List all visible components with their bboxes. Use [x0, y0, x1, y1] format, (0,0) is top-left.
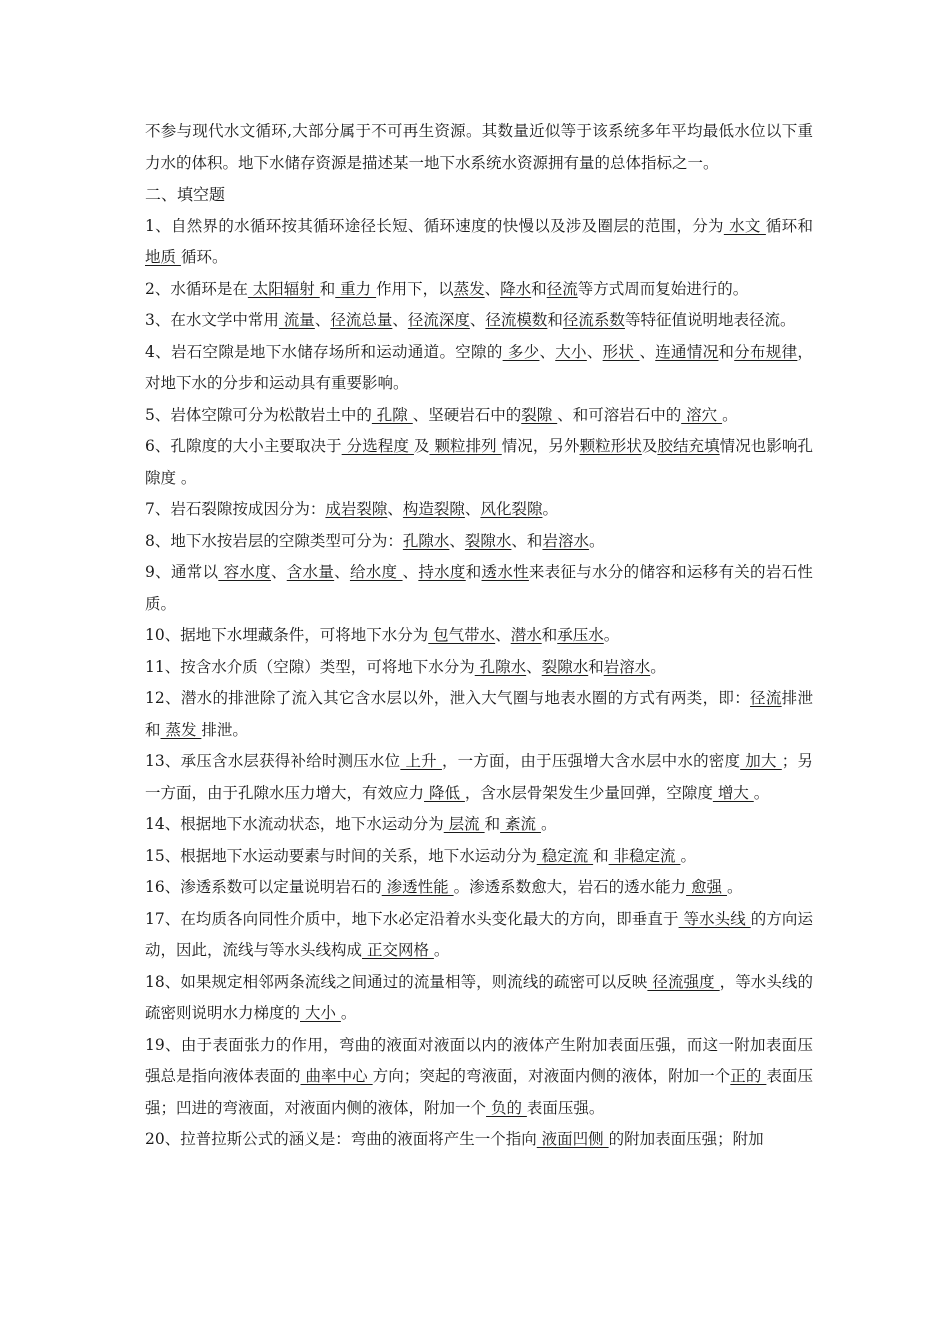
answer-blank: 径流深度 — [407, 311, 470, 329]
answer-blank: 成岩裂隙 — [325, 500, 388, 518]
text-run: 、 — [495, 626, 511, 644]
text-run: 和 — [319, 279, 336, 298]
answer-blank: 正的 — [730, 1067, 767, 1085]
question-19 — [145, 1030, 813, 1125]
text-run: 15、根据地下水运动要素与时间的关系，地下水运动分为 — [145, 846, 537, 865]
text-run: 5、岩体空隙可分为松散岩土中的 — [145, 405, 372, 424]
text-run: 作用下，以 — [376, 279, 454, 298]
answer-blank: 蒸发 — [453, 279, 485, 298]
answer-blank: 非稳定流 — [608, 846, 681, 865]
answer-blank: 构造裂隙 — [402, 500, 465, 518]
question-5 — [145, 400, 813, 432]
text-run: 14、根据地下水流动状态，地下水运动分为 — [145, 815, 444, 833]
text-run: 、 — [539, 342, 556, 361]
text-run: 7、岩石裂隙按成因分为： — [145, 500, 326, 518]
answer-blank: 岩溶水 — [603, 657, 651, 676]
text-run: 方向；突起的弯液面，对液面内侧的液体，附加一个 — [372, 1067, 731, 1085]
answer-blank: 透水性 — [481, 563, 529, 581]
text-run: 和 — [718, 342, 735, 361]
answer-blank: 紊流 — [500, 815, 541, 833]
question-17 — [145, 904, 813, 967]
text-run: 。 — [433, 941, 450, 959]
text-run: 及 — [413, 437, 430, 455]
text-run: 、 — [270, 563, 287, 581]
answer-blank: 降低 — [424, 783, 465, 802]
text-run: 和 — [547, 311, 563, 329]
text-run: 和 — [593, 846, 609, 865]
text-run: 、 — [469, 311, 486, 329]
answer-blank: 形状 — [602, 342, 640, 361]
text-run: 8、地下水按岩层的空隙类型可分为： — [145, 531, 403, 550]
text-run: 循环和 — [765, 216, 813, 235]
text-run: 的附加表面压强；附加 — [608, 1130, 764, 1148]
answer-blank: 径流总量 — [330, 311, 393, 329]
question-9 — [145, 557, 813, 620]
text-run: 情况，另外 — [501, 437, 580, 455]
text-run: 、 — [449, 531, 465, 550]
answer-blank: 潜水 — [510, 626, 542, 644]
question-3 — [145, 305, 813, 337]
answer-blank: 大小 — [300, 1004, 341, 1022]
answer-blank: 岩溶水 — [542, 531, 589, 550]
text-run: 。 — [680, 846, 696, 865]
question-11 — [145, 652, 813, 684]
answer-blank: 含水量 — [286, 563, 335, 581]
answer-blank: 容水度 — [218, 563, 271, 581]
question-6 — [145, 431, 813, 494]
text-run: 、 — [387, 500, 403, 518]
answer-blank: 流量 — [278, 311, 315, 329]
text-run: 。 — [650, 657, 666, 676]
answer-blank: 径流 — [750, 689, 782, 707]
answer-blank: 孔隙 — [371, 405, 413, 424]
question-15 — [145, 841, 813, 873]
answer-blank: 等水头线 — [678, 909, 751, 928]
intro-paragraph — [145, 116, 813, 179]
text-run: 、 — [402, 563, 419, 581]
text-run: 9、通常以 — [145, 563, 219, 581]
text-run: 、 — [639, 342, 656, 361]
question-4 — [145, 337, 813, 400]
answer-blank: 给水度 — [349, 563, 403, 581]
question-7 — [145, 494, 813, 526]
text-run: 16、渗透系数可以定量说明岩石的 — [145, 878, 382, 896]
question-20 — [145, 1124, 813, 1156]
question-14 — [145, 809, 813, 841]
answer-blank: 径流模数 — [485, 311, 548, 329]
text-run: 6、孔隙度的大小主要取决于 — [145, 437, 342, 455]
answer-blank: 承压水 — [557, 626, 604, 644]
answer-blank: 层流 — [443, 815, 485, 833]
text-run: ，含水层骨架发生少量回弹，空隙度 — [464, 783, 713, 802]
answer-blank: 降水 — [500, 279, 532, 298]
text-run: 、 — [314, 311, 331, 329]
text-run: 。 — [753, 783, 770, 802]
answer-blank: 包气带水 — [428, 626, 496, 644]
text-run: 。 — [588, 531, 605, 550]
text-run: 、坚硬岩石中的 — [412, 405, 522, 424]
answer-blank: 液面凹侧 — [536, 1130, 609, 1148]
answer-blank: 风化裂隙 — [480, 500, 543, 518]
text-run: ，对地下水的分步和运动具有重要影响。 — [145, 342, 813, 392]
text-run: 及 — [641, 437, 658, 455]
answer-blank: 重力 — [335, 279, 377, 298]
text-run: 、 — [526, 657, 542, 676]
text-run: ，一方面，由于压强增大含水层中水的密度 — [441, 752, 741, 770]
question-18 — [145, 967, 813, 1030]
text-run: 。 — [722, 405, 738, 424]
question-8 — [145, 526, 813, 558]
question-1 — [145, 211, 813, 274]
text-run: 、和可溶岩石中的 — [557, 405, 682, 424]
text-run: 。 — [542, 500, 558, 518]
text-run: 1、自然界的水循环按其循环途径长短、循环速度的快慢以及涉及圈层的范围，分为 — [145, 216, 724, 235]
answer-blank: 增大 — [712, 783, 754, 802]
answer-blank: 大小 — [555, 342, 587, 361]
text-run: 、 — [334, 563, 350, 581]
text-run: 、 — [484, 279, 501, 298]
text-run: 4、岩石空隙是地下水储存场所和运动通道。空隙的 — [145, 342, 503, 361]
answer-blank: 水文 — [723, 216, 766, 235]
text-run: 表面压强；凹进的弯液面，对液面内侧的液体，附加一个 — [145, 1067, 813, 1117]
question-10 — [145, 620, 813, 652]
text-run: 、和 — [511, 531, 543, 550]
text-run: 、 — [464, 500, 481, 518]
text-run: 循环。 — [180, 248, 228, 266]
text-run: 排泄。 — [201, 720, 248, 739]
text-run: 18、如果规定相邻两条流线之间通过的流量相等，则流线的疏密可以反映 — [145, 972, 648, 991]
text-run: 。 — [540, 815, 557, 833]
answer-blank: 颗粒形状 — [579, 437, 642, 455]
text-run: 、 — [586, 342, 603, 361]
text-run: 排泄和 — [145, 689, 813, 739]
text-run: 。 — [603, 626, 620, 644]
answer-blank: 上升 — [400, 752, 442, 770]
text-run: 19、由于表面张力的作用，弯曲的液面对液面以内的液体产生附加表面压强，而这一附加表面压强总是指向液体表面的 — [145, 1035, 813, 1085]
answer-blank: 裂隙水 — [464, 531, 512, 550]
text-run: 17、在均质各向同性介质中，地下水必定沿着水头变化最大的方向，即垂直于 — [145, 909, 679, 928]
text-run: 11、按含水介质（空隙）类型，可将地下水分为 — [145, 657, 475, 676]
text-run: 和 — [465, 563, 482, 581]
answer-blank: 正交网格 — [362, 941, 434, 959]
text-run: 表面压强。 — [526, 1098, 605, 1117]
text-run: 来表征与水分的储容和运移有关的岩石性质。 — [145, 563, 813, 613]
text-run: 、 — [392, 311, 408, 329]
answer-blank: 加大 — [740, 752, 782, 770]
answer-blank: 渗透性能 — [381, 878, 454, 896]
answer-blank: 溶穴 — [681, 405, 723, 424]
answer-blank: 径流强度 — [647, 972, 720, 991]
question-16 — [145, 872, 813, 904]
question-12 — [145, 683, 813, 746]
text-run: 的方向运动，因此，流线与等水头线构成 — [145, 909, 813, 959]
answer-blank: 分选程度 — [341, 437, 414, 455]
text-run: 等特征值说明地表径流。 — [624, 311, 796, 329]
text-run: 和 — [484, 815, 501, 833]
answer-blank: 负的 — [486, 1098, 527, 1117]
document-body — [145, 116, 813, 1156]
text-run: ，等水头线的疏密则说明水力梯度的 — [145, 972, 813, 1022]
answer-blank: 孔隙水 — [474, 657, 527, 676]
text-run: 2、水循环是在 — [145, 279, 248, 298]
answer-blank: 裂隙水 — [541, 657, 589, 676]
answer-blank: 分布规律 — [734, 342, 798, 361]
text-run: 情况也影响孔隙度 。 — [145, 437, 813, 487]
text-run: 13、承压含水层获得补给时测压水位 — [145, 752, 401, 770]
question-2 — [145, 274, 813, 306]
text-run: 10、据地下水埋藏条件，可将地下水分为 — [145, 626, 429, 644]
answer-blank: 多少 — [502, 342, 540, 361]
answer-blank: 裂隙 — [521, 405, 558, 424]
text-run: ；另一方面，由于孔隙水压力增大，有效应力 — [145, 752, 813, 802]
text-run: 和 — [541, 626, 558, 644]
text-run: 和 — [531, 279, 547, 298]
answer-blank: 连通情况 — [655, 342, 719, 361]
answer-blank: 曲率中心 — [300, 1067, 373, 1085]
text-run: 不参与现代水文循环,大部分属于不可再生资源。其数量近似等于该系统多年平均最低水位以下重力水的体积。地下水储存资源是描述某一地下水系统水资源拥有量的总体指标之一。 — [145, 122, 813, 172]
text-run: 和 — [588, 657, 604, 676]
text-run: 20、拉普拉斯公式的涵义是：弯曲的液面将产生一个指向 — [145, 1130, 537, 1148]
answer-blank: 太阳辐射 — [247, 279, 320, 298]
section-title: 二、填空题 — [145, 185, 226, 204]
answer-blank: 颗粒排列 — [429, 437, 502, 455]
text-run: 。 — [726, 878, 743, 896]
text-run: 。渗透系数愈大，岩石的透水能力 — [453, 878, 687, 896]
answer-blank: 胶结充填 — [657, 437, 720, 455]
answer-blank: 孔隙水 — [402, 531, 450, 550]
text-run: 3、在水文学中常用 — [145, 311, 279, 329]
answer-blank: 稳定流 — [536, 846, 594, 865]
text-run: 等方式周而复始进行的。 — [577, 279, 749, 298]
answer-blank: 持水度 — [418, 563, 466, 581]
answer-blank: 愈强 — [686, 878, 727, 896]
text-run: 。 — [340, 1004, 357, 1022]
answer-blank: 径流系数 — [562, 311, 625, 329]
answer-blank: 径流 — [546, 279, 578, 298]
answer-blank: 蒸发 — [160, 720, 202, 739]
text-run: 12、潜水的排泄除了流入其它含水层以外，泄入大气圈与地表水圈的方式有两类，即： — [145, 689, 751, 707]
question-13 — [145, 746, 813, 809]
answer-blank: 地质 — [145, 248, 181, 266]
